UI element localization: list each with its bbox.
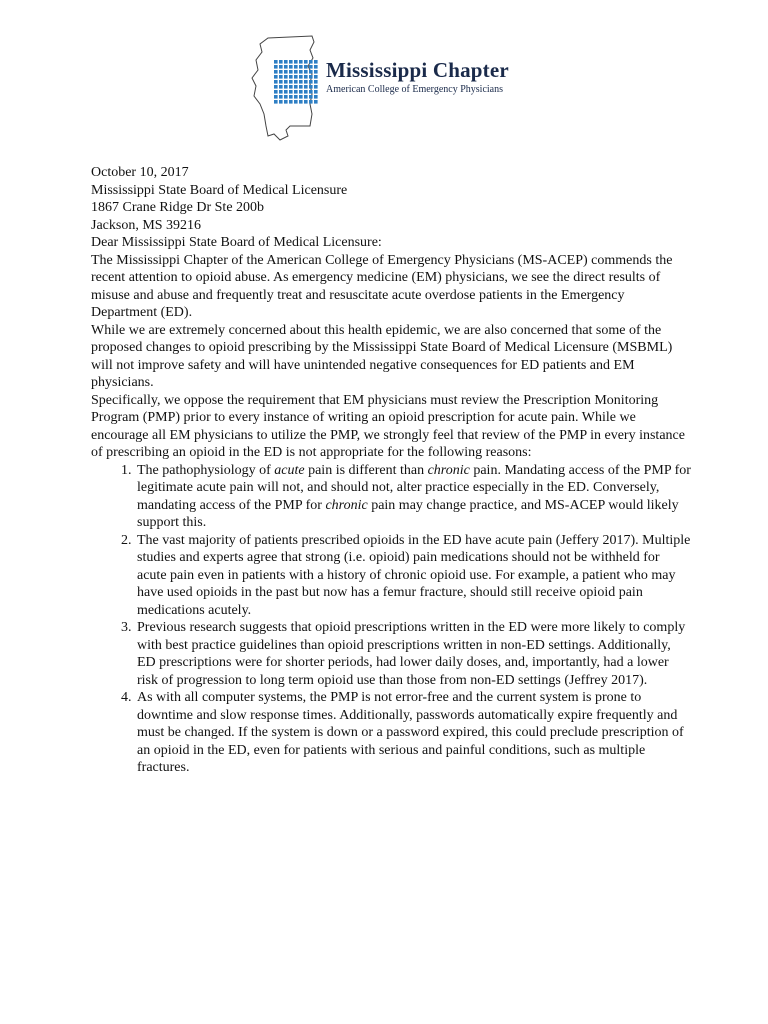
logo-dot [289, 65, 293, 69]
logo-dot-grid [274, 60, 318, 104]
logo-dot [294, 90, 298, 94]
paragraph: Specifically, we oppose the requirement that EM physicians must review the Prescription Monitoring Program (PMP) prior to every instance of writing an opioid prescription for acute pain. While we encourage all EM physicians to utilize the PMP, we strongly feel that review of the PMP in every instance of prescribing an opioid in the ED is not appropriate for the following reasons: [91, 392, 685, 460]
logo-dot [314, 75, 318, 79]
logo-dot [284, 95, 288, 99]
logo-dot [309, 65, 313, 69]
logo-dot [314, 100, 318, 104]
logo-dot [304, 70, 308, 74]
logo-dot [289, 80, 293, 84]
reasons-list [91, 462, 691, 777]
logo-dot [289, 70, 293, 74]
logo-dot [284, 85, 288, 89]
list-item: 3. Previous research suggests that opioid prescriptions written in the ED were more likely to comply with best practice guidelines than opioid prescriptions written in non-ED settings. Additionally, ED prescriptions were for shorter periods, had lower daily doses, and, importantly, had a lower risk of progression to long term opioid use than those from non-ED settings (Jeffrey 2017). [135, 619, 691, 689]
logo-dot [279, 60, 283, 64]
logo-dot [279, 70, 283, 74]
letterhead [240, 30, 540, 160]
logo-dot [284, 65, 288, 69]
logo-dot [299, 85, 303, 89]
logo-dot [314, 80, 318, 84]
paragraph: While we are extremely concerned about this health epidemic, we are also concerned that some of the proposed changes to opioid prescribing by the Mississippi State Board of Medical Licensure (MSBML) will not improve safety and will have unintended negative consequences for ED patients and EM physicians. [91, 322, 673, 390]
logo-dot [289, 60, 293, 64]
logo-dot [294, 85, 298, 89]
logo-dot [279, 85, 283, 89]
logo-dot [299, 95, 303, 99]
salutation: Dear Mississippi State Board of Medical Licensure: [91, 235, 382, 250]
logo-dot [294, 95, 298, 99]
logo-dot [304, 85, 308, 89]
logo-dot [294, 60, 298, 64]
logo-dot [274, 75, 278, 79]
mississippi-logo-icon [240, 30, 330, 160]
logo-dot [274, 85, 278, 89]
logo-dot [314, 70, 318, 74]
logo-dot [299, 75, 303, 79]
logo-dot [274, 95, 278, 99]
logo-dot [309, 100, 313, 104]
logo-dot [279, 95, 283, 99]
logo-dot [309, 95, 313, 99]
recipient-line: Mississippi State Board of Medical Licensure [91, 182, 348, 198]
list-item: 4. As with all computer systems, the PMP is not error-free and the current system is prone to downtime and slow response times. Additionally, passwords automatically expire frequently and must be changed. If the system is down or a password expired, this could preclude prescription of an opioid in the ED, even for patients with serious and painful conditions, such as multiple fractures. [135, 689, 691, 777]
logo-dot [309, 60, 313, 64]
logo-dot [304, 90, 308, 94]
letter-date: October 10, 2017 [91, 165, 189, 180]
logo-dot [299, 60, 303, 64]
logo-dot [279, 65, 283, 69]
logo-dot [274, 80, 278, 84]
logo-dot [314, 65, 318, 69]
logo-dot [314, 90, 318, 94]
logo-dot [294, 70, 298, 74]
logo-dot [299, 90, 303, 94]
logo-dot [304, 100, 308, 104]
logo-dot [274, 70, 278, 74]
logo-dot [274, 65, 278, 69]
logo-dot [314, 60, 318, 64]
letter-body [91, 164, 691, 777]
logo-dot [274, 100, 278, 104]
logo-dot [284, 70, 288, 74]
logo-dot [309, 80, 313, 84]
logo-dot [304, 75, 308, 79]
logo-dot [299, 100, 303, 104]
logo-dot [289, 90, 293, 94]
logo-dot [309, 75, 313, 79]
logo-dot [304, 60, 308, 64]
logo-dot [309, 70, 313, 74]
logo-dot [294, 65, 298, 69]
logo-dot [304, 95, 308, 99]
logo-dot [289, 85, 293, 89]
logo-dot [309, 85, 313, 89]
logo-dot [284, 75, 288, 79]
list-item: 1. The pathophysiology of acute pain is different than chronic pain. Mandating access of the PMP for legitimate acute pain will not, and should not, alter practice especially in the ED. Conversely, mandating access of the PMP for chronic pain may change practice, and MS-ACEP would likely support this. [135, 462, 691, 532]
list-item: 2. The vast majority of patients prescribed opioids in the ED have acute pain (Jeffery 2017). Multiple studies and experts agree that strong (i.e. opioid) pain medications should not be withheld for acute pain even in patients with a history of chronic opioid use. For example, a patient who may have used opioids in the past but now has a femur fracture, should still receive opioid pain medications acutely. [135, 532, 691, 620]
logo-dot [294, 75, 298, 79]
logo-dot [274, 90, 278, 94]
logo-dot [274, 60, 278, 64]
logo-dot [279, 75, 283, 79]
recipient-line: Jackson, MS 39216 [91, 217, 202, 233]
org-subtitle: American College of Emergency Physicians [326, 84, 503, 95]
logo-dot [294, 100, 298, 104]
org-name: Mississippi Chapter [326, 58, 509, 82]
logo-dot [289, 100, 293, 104]
logo-dot [289, 75, 293, 79]
logo-dot [279, 100, 283, 104]
logo-dot [279, 90, 283, 94]
recipient-address [91, 182, 691, 235]
logo-dot [314, 95, 318, 99]
logo-dot [289, 95, 293, 99]
logo-dot [284, 80, 288, 84]
recipient-line: 1867 Crane Ridge Dr Ste 200b [91, 200, 265, 215]
logo-dot [284, 100, 288, 104]
logo-dot [299, 65, 303, 69]
logo-dot [304, 65, 308, 69]
paragraph: The Mississippi Chapter of the American College of Emergency Physicians (MS-ACEP) commends the recent attention to opioid abuse. As emergency medicine (EM) physicians, we see the direct results of misuse and abuse and frequently treat and resuscitate acute overdose patients in the Emergency Department (ED). [91, 252, 673, 320]
logo-dot [279, 80, 283, 84]
logo-dot [294, 80, 298, 84]
logo-dot [304, 80, 308, 84]
logo-dot [314, 85, 318, 89]
logo-dot [309, 90, 313, 94]
logo-dot [299, 80, 303, 84]
logo-dot [299, 70, 303, 74]
logo-dot [284, 60, 288, 64]
logo-dot [284, 90, 288, 94]
